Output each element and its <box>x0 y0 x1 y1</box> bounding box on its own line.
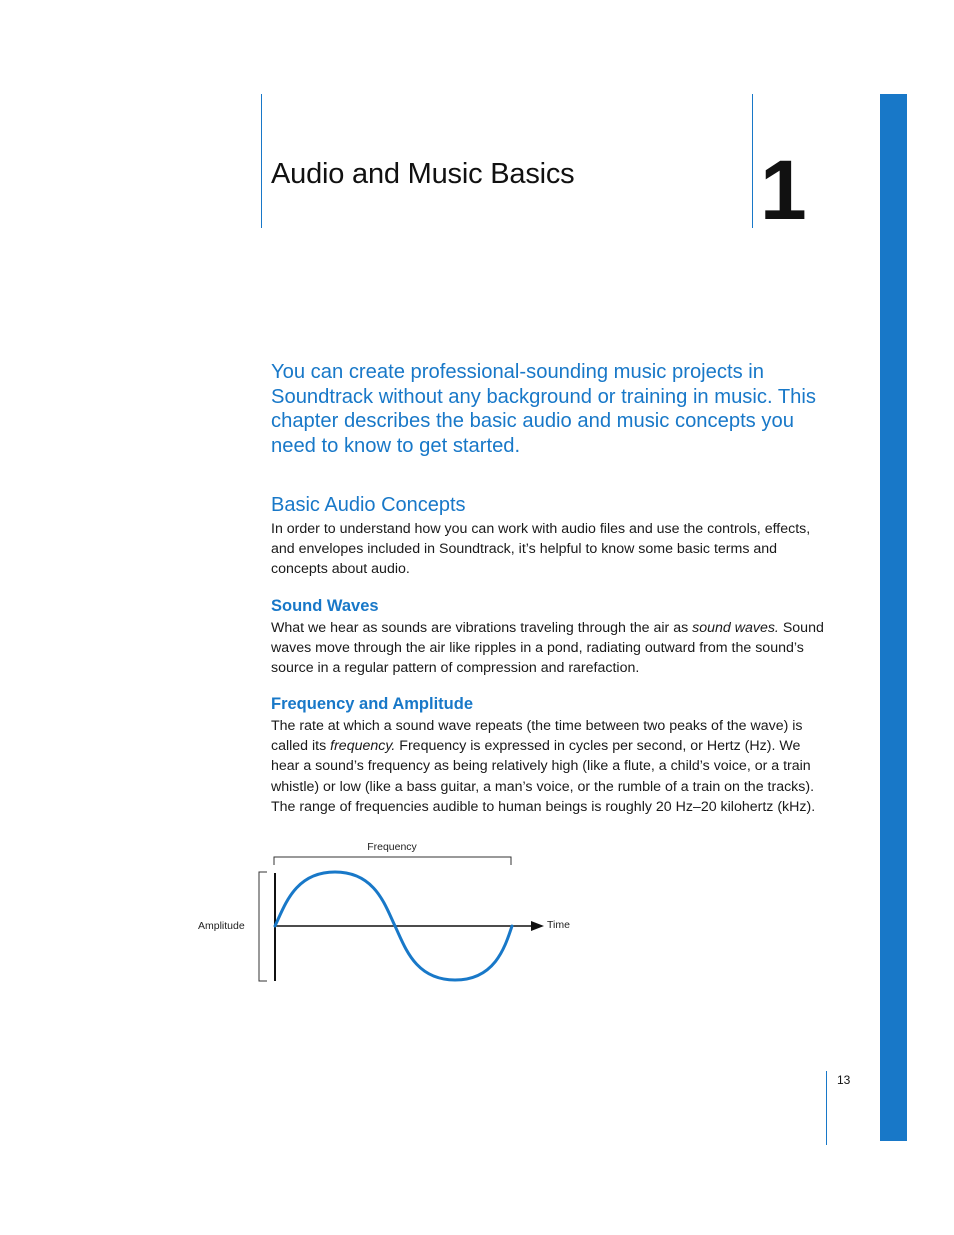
section-heading-basic-audio: Basic Audio Concepts <box>271 494 466 516</box>
sound-waves-text-2: Sound waves move through the air like ripples in a pond, radiating outward from the sound’s source in a regular pattern of compression and rarefaction. <box>271 620 824 677</box>
amplitude-label: Amplitude <box>198 920 245 932</box>
section-body-frequency-amplitude <box>271 716 831 817</box>
sound-waves-term: sound waves. <box>692 620 779 636</box>
waveform-figure <box>190 835 590 995</box>
frequency-label: Frequency <box>367 841 417 853</box>
section-body-sound-waves <box>271 618 831 679</box>
section-body-basic-audio: In order to understand how you can work with audio files and use the controls, effects, and envelopes included in Soundtrack, it’s helpful to know some basic terms and concepts about audio. <box>271 521 811 578</box>
time-arrow-icon <box>531 921 544 931</box>
title-left-rule <box>261 94 262 228</box>
page-number: 13 <box>837 1073 851 1087</box>
title-right-rule <box>752 94 753 228</box>
chapter-title: Audio and Music Basics <box>271 158 575 190</box>
amplitude-bracket <box>259 872 267 981</box>
frequency-term: frequency. <box>330 738 396 755</box>
chapter-intro: You can create professional-sounding music projects in Soundtrack without any background or training in music. This chapter describes the basic audio and music concepts you need to know to get started. <box>271 361 816 457</box>
page-number-rule <box>826 1071 827 1145</box>
frequency-text-1: The rate at which a sound wave repeats (the time between two peaks of the wave) is called its <box>271 718 803 755</box>
frequency-bracket <box>274 857 511 865</box>
section-heading-frequency-amplitude: Frequency and Amplitude <box>271 695 473 713</box>
time-label: Time <box>547 919 570 931</box>
sound-waves-text-1: What we hear as sounds are vibrations traveling through the air as <box>271 620 693 636</box>
chapter-side-tab <box>880 94 907 1141</box>
section-heading-sound-waves: Sound Waves <box>271 597 379 615</box>
chapter-number: 1 <box>760 143 807 237</box>
frequency-text-2: Frequency is expressed in cycles per second, or Hertz (Hz). We hear a sound’s frequency as being relatively high (like a flute, a child’s voice, or a train whistle) or low (like a bass guitar, a man’s voice, or the rumble of a train on the tracks). The range of frequencies audible to human beings is roughly 20 Hz–20 kilohertz (kHz). <box>271 738 816 815</box>
